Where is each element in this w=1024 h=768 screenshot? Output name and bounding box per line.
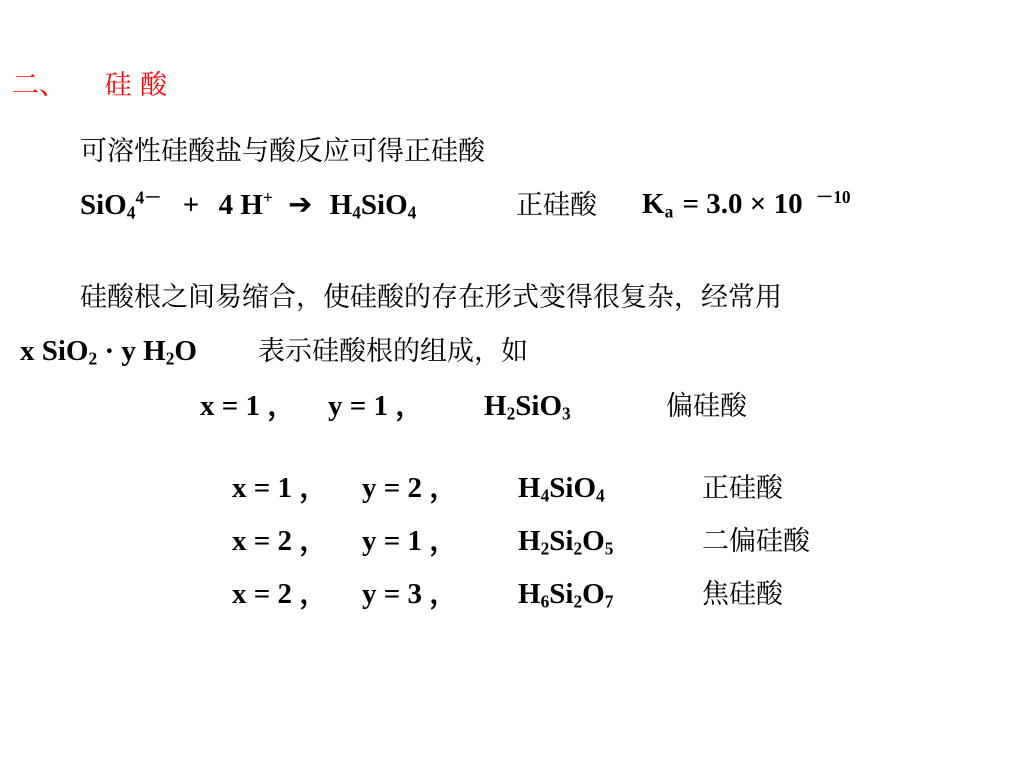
product-formula: $H_4SiO_4$ xyxy=(329,189,417,223)
paragraph-line1: 硅酸根之间易缩合，使硅酸的存在形式变得很复杂，经常用 xyxy=(80,282,782,313)
example-y: y = 3 ， xyxy=(362,578,459,610)
example-x: x = 1 ， xyxy=(232,472,329,504)
intro-text: 可溶性硅酸盐与酸反应可得正硅酸 xyxy=(80,136,485,167)
plus-sign: + xyxy=(182,189,200,221)
example-y: y = 1 ， xyxy=(328,390,425,422)
paragraph-line2: 表示硅酸根的组成，如 xyxy=(258,336,528,367)
example-name: 正硅酸 xyxy=(702,473,783,504)
example-name: 焦硅酸 xyxy=(702,579,783,610)
ka-expression: $K_a = 3.0 \times 10$ $^{-10}$ xyxy=(642,186,851,222)
reaction-equation xyxy=(80,187,417,223)
section-number: 二、 xyxy=(12,70,66,101)
example-y: y = 2 ， xyxy=(362,472,459,504)
arrow-icon: ➔ xyxy=(288,187,313,221)
product-name: 正硅酸 xyxy=(516,190,597,221)
dot-separator: · xyxy=(104,335,115,367)
section-title xyxy=(12,72,167,99)
example-name: 二偏硅酸 xyxy=(702,526,810,557)
example-formula: $H_6Si_2O_7$ xyxy=(518,578,614,612)
section-heading: 硅 酸 xyxy=(104,70,168,101)
example-formula: $H_2Si_2O_5$ xyxy=(518,525,614,559)
example-formula: $H_2SiO_3$ xyxy=(484,390,571,424)
example-x: x = 1 ， xyxy=(200,390,297,422)
example-x: x = 2 ， xyxy=(232,525,329,557)
example-x: x = 2 ， xyxy=(232,578,329,610)
example-name: 偏硅酸 xyxy=(666,391,747,422)
reactant-silicate: SiO$_4^{4-}$ xyxy=(80,187,162,223)
reactant-proton: 4 H+ xyxy=(218,187,273,221)
example-y: y = 1 ， xyxy=(362,525,459,557)
example-formula: $H_4SiO_4$ xyxy=(518,472,605,506)
general-formula: x SiO$_2$ · y $H_2O$ xyxy=(20,335,197,369)
